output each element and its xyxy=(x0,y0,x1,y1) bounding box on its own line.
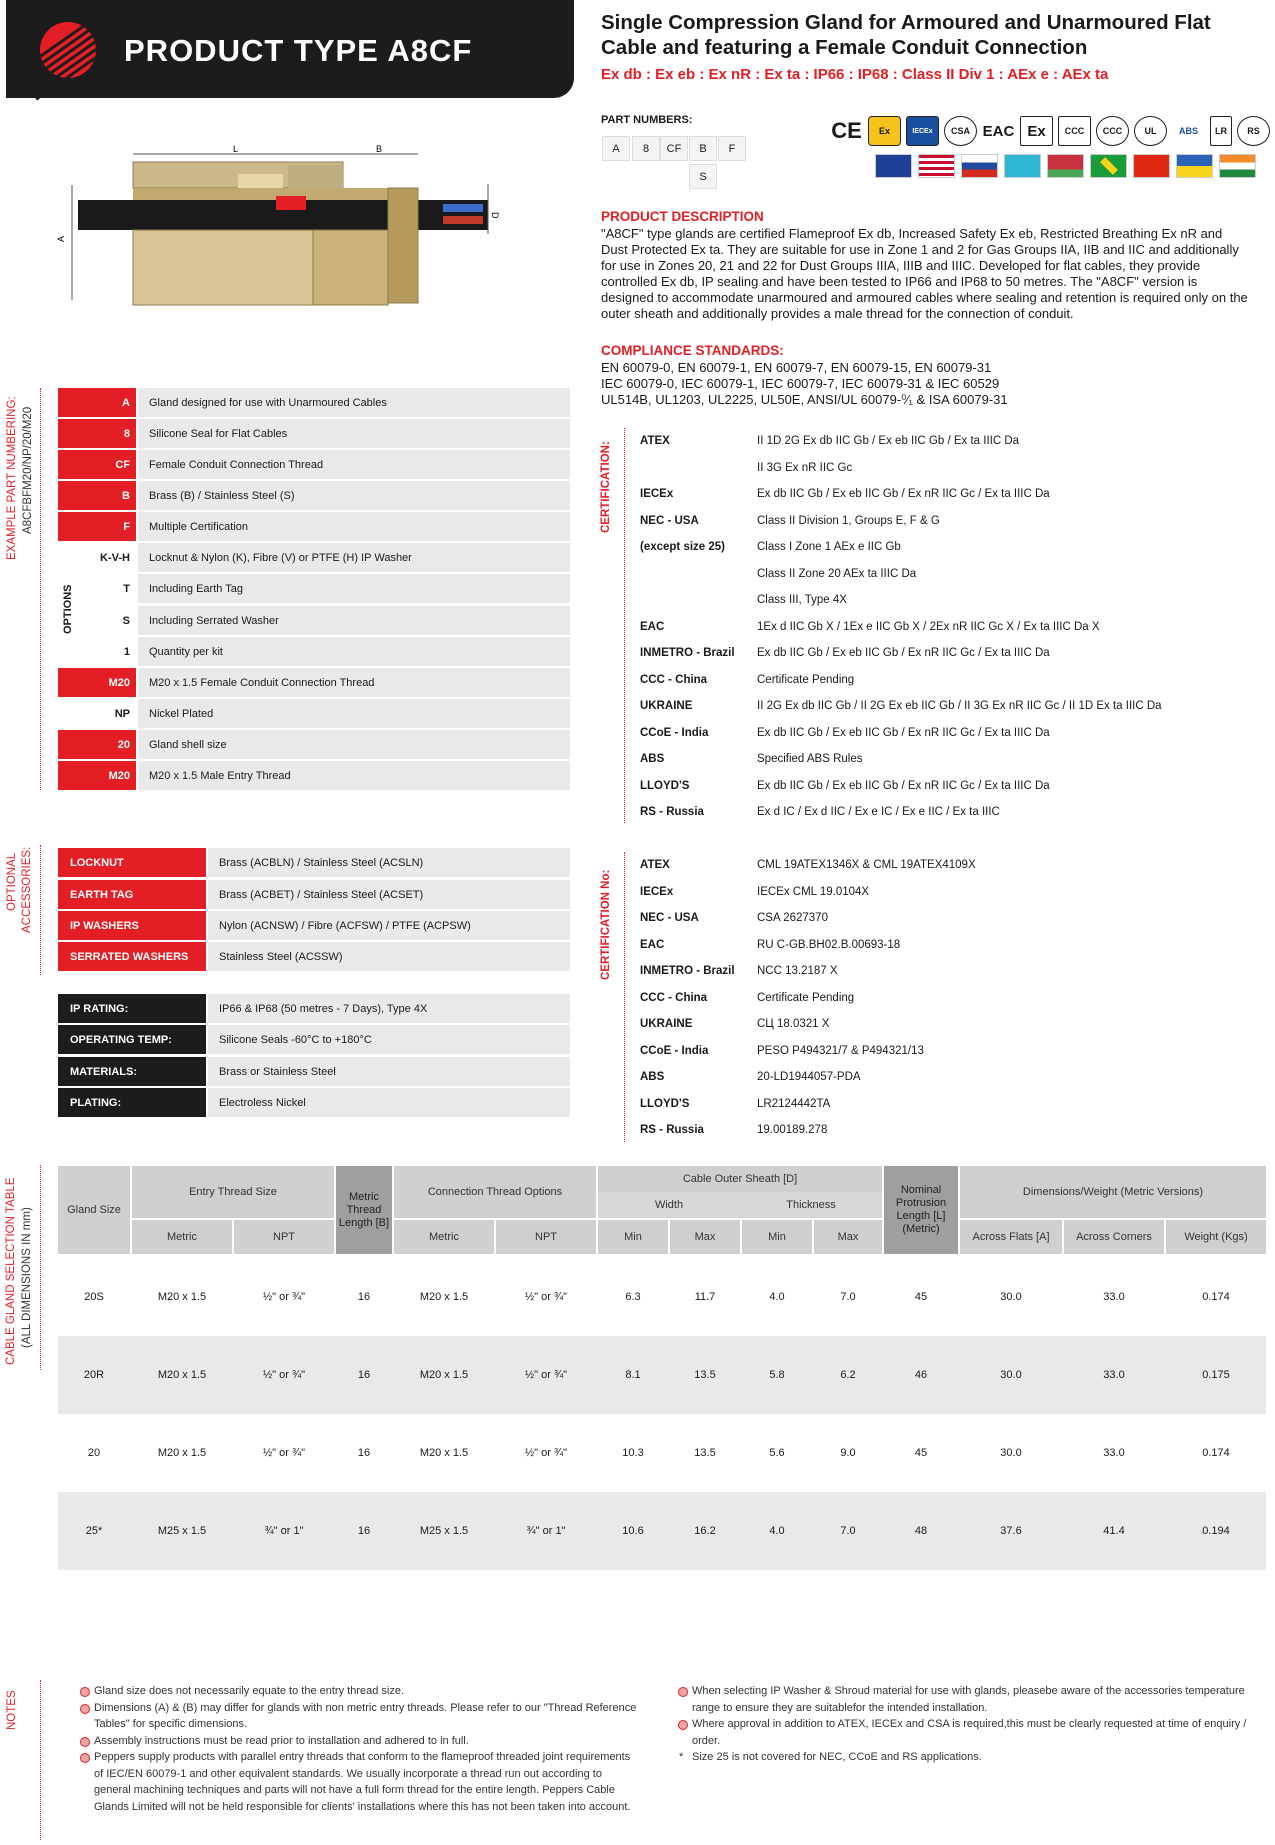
part-code-box: B xyxy=(689,136,717,161)
table-cell: M20 x 1.5 xyxy=(419,1369,469,1381)
inmetro-ex-mark-icon: Ex xyxy=(1020,116,1053,146)
table-cell: 10.6 xyxy=(622,1525,644,1537)
cert-number: IECEx CML 19.0104X xyxy=(757,885,870,898)
col-header: Cable Outer Sheath [D] xyxy=(598,1166,882,1192)
gland-drawing xyxy=(58,140,518,315)
accessory-name: EARTH TAG xyxy=(58,880,206,909)
spec-value: IP66 & IP68 (50 metres - 7 Days), Type 4X xyxy=(208,994,570,1023)
note-item: Dimensions (A) & (B) may differ for glands with non metric entry threads. Please refer to our "Thread Reference Tables" for specific dimensions. xyxy=(78,1700,638,1733)
brazil-flag-icon xyxy=(1090,154,1127,178)
table-cell: 6.3 xyxy=(625,1291,641,1303)
part-numbering-example: A8CFBFM20/NP/20/M20 xyxy=(22,406,34,534)
divider xyxy=(624,428,625,823)
table-cell: 16 xyxy=(357,1525,371,1537)
cert-number: 19.00189.278 xyxy=(757,1124,828,1136)
table-cell: 4.0 xyxy=(769,1525,785,1537)
part-option-code: B xyxy=(58,481,136,510)
accessory-row xyxy=(58,942,570,971)
accessories-label: ACCESSORIES: xyxy=(21,846,33,933)
part-option-desc: Locknut & Nylon (K), Fibre (V) or PTFE (H) IP Washer xyxy=(138,543,570,572)
divider xyxy=(40,1165,41,1370)
cert-authority: RS - Russia xyxy=(640,1124,704,1136)
cert-authority: CCC - China xyxy=(640,991,708,1004)
divider xyxy=(40,388,41,790)
part-option-row xyxy=(58,388,570,417)
col-header: Width xyxy=(598,1192,740,1218)
cert-number: CML 19ATEX1346X & CML 19ATEX4109X xyxy=(757,859,976,871)
cert-scheme: Certificate Pending xyxy=(757,673,855,686)
table-cell: ½" or ¾" xyxy=(524,1291,568,1303)
accessory-row xyxy=(58,880,570,909)
col-header: Min xyxy=(742,1220,812,1254)
part-option-row xyxy=(58,481,570,510)
accessory-name: LOCKNUT xyxy=(58,848,206,877)
cert-scheme: II 1D 2G Ex db IIC Gb / Ex eb IIC Gb / Ex ta IIIC Da xyxy=(757,435,1020,447)
part-option-desc: Multiple Certification xyxy=(138,512,570,541)
page-title: PRODUCT TYPE A8CF xyxy=(124,33,473,68)
cert-authority: UKRAINE xyxy=(640,700,693,712)
compliance-heading: COMPLIANCE STANDARDS: xyxy=(601,343,784,358)
note-item: Gland size does not necessarily equate to the entry thread size. xyxy=(78,1683,638,1700)
eu-flag-icon xyxy=(875,154,912,178)
table-cell: M20 x 1.5 xyxy=(157,1291,207,1303)
cert-authority: CCoE - India xyxy=(640,726,709,739)
col-header: Connection Thread Options xyxy=(394,1166,596,1218)
part-option-code: T xyxy=(123,582,130,595)
part-code-box: F xyxy=(718,136,746,161)
col-header: Metric xyxy=(132,1220,232,1254)
cert-authority: (except size 25) xyxy=(640,541,726,553)
col-header: Gland Size xyxy=(58,1166,130,1254)
col-header: Weight (Kgs) xyxy=(1166,1220,1266,1254)
table-cell: ½" or ¾" xyxy=(262,1369,306,1381)
spec-name: PLATING: xyxy=(58,1088,206,1117)
spec-name: MATERIALS: xyxy=(58,1057,206,1086)
dim-a-label: A xyxy=(56,235,66,242)
china-flag-icon xyxy=(1133,154,1170,178)
part-option-code: K-V-H xyxy=(100,551,130,564)
part-option-row xyxy=(58,419,570,448)
dim-d-label: D xyxy=(490,212,500,219)
cert-authority: ATEX xyxy=(640,435,670,447)
country-flags xyxy=(875,154,1256,178)
divider xyxy=(40,845,41,975)
note-item: Where approval in addition to ATEX, IECEx and CSA is required,this must be clearly requested at time of enquiry / order. xyxy=(676,1716,1251,1749)
spec-name: OPERATING TEMP: xyxy=(58,1025,206,1054)
col-header: Max xyxy=(670,1220,740,1254)
part-option-desc: Brass (B) / Stainless Steel (S) xyxy=(138,481,570,510)
col-header: Across Corners xyxy=(1064,1220,1164,1254)
table-cell: 30.0 xyxy=(1000,1291,1022,1303)
cert-scheme: Class III, Type 4X xyxy=(757,594,847,606)
table-cell: ½" or ¾" xyxy=(524,1369,568,1381)
part-option-desc: Nickel Plated xyxy=(138,699,570,728)
note-item: When selecting IP Washer & Shroud material for use with glands, pleasebe aware of the accessories temperature range to ensure they are suitablefor the intended installation. xyxy=(676,1683,1251,1716)
table-cell: 8.1 xyxy=(625,1369,641,1381)
cert-authority: CCoE - India xyxy=(640,1044,709,1057)
table-cell: 30.0 xyxy=(1000,1369,1022,1381)
table-cell: 16 xyxy=(357,1447,371,1459)
col-header: Across Flats [A] xyxy=(960,1220,1062,1254)
table-cell: ¾" or 1" xyxy=(264,1525,304,1537)
part-code-box: S xyxy=(689,164,717,189)
table-row xyxy=(58,1258,1266,1336)
abs-mark-icon: ABS xyxy=(1178,126,1198,136)
part-option-desc: Female Conduit Connection Thread xyxy=(138,450,570,479)
accessory-desc: Nylon (ACNSW) / Fibre (ACFSW) / PTFE (ACPSW) xyxy=(208,911,570,940)
part-option-code: NP xyxy=(114,707,130,720)
table-cell: ¾" or 1" xyxy=(526,1525,566,1537)
cert-scheme: Ex db IIC Gb / Ex eb IIC Gb / Ex nR IIC Gc / Ex ta IIIC Da xyxy=(757,726,1050,739)
cert-scheme: Ex db IIC Gb / Ex eb IIC Gb / Ex nR IIC Gc / Ex ta IIIC Da xyxy=(757,647,1050,659)
compliance-line: UL514B, UL1203, UL2225, UL50E, ANSI/UL 60079-⁰⁄₁ & ISA 60079-31 xyxy=(601,392,1008,407)
spec-row xyxy=(58,1088,570,1117)
cert-scheme: II 3G Ex nR IIC Gc xyxy=(757,461,853,474)
compliance-line: EN 60079-0, EN 60079-1, EN 60079-7, EN 60079-15, EN 60079-31 xyxy=(601,360,992,375)
table-cell: 20S xyxy=(84,1291,104,1303)
description-heading: PRODUCT DESCRIPTION xyxy=(601,209,764,224)
table-cell: 10.3 xyxy=(622,1447,644,1459)
iecex-mark-icon: IECEx xyxy=(906,116,939,146)
table-cell: 13.5 xyxy=(694,1447,716,1459)
cert-authority: IECEx xyxy=(640,488,674,500)
cert-authority: EAC xyxy=(640,620,665,633)
note-item: Assembly instructions must be read prior to installation and adhered to in full. xyxy=(78,1733,638,1750)
ul-mark-icon: UL xyxy=(1134,116,1167,146)
cert-scheme: Ex d IC / Ex d IIC / Ex e IC / Ex e IIC / Ex ta IIIC xyxy=(757,806,1000,818)
notes-label: NOTES xyxy=(6,1690,18,1730)
cert-scheme: Specified ABS Rules xyxy=(757,753,863,765)
cert-scheme: Class II Division 1, Groups E, F & G xyxy=(757,514,940,527)
certification-label: CERTIFICATION: xyxy=(600,441,612,533)
table-cell: 0.175 xyxy=(1202,1369,1230,1381)
spec-row xyxy=(58,994,570,1023)
accessory-name: IP WASHERS xyxy=(58,911,206,940)
table-cell: 33.0 xyxy=(1103,1369,1125,1381)
table-cell: 46 xyxy=(914,1369,928,1381)
table-cell: M20 x 1.5 xyxy=(157,1447,207,1459)
notes-left xyxy=(78,1683,638,1815)
table-cell: 25* xyxy=(85,1525,103,1537)
table-cell: ½" or ¾" xyxy=(524,1447,568,1459)
cert-authority: ABS xyxy=(640,753,665,765)
cert-authority: IECEx xyxy=(640,885,674,898)
table-cell: 0.194 xyxy=(1202,1525,1230,1537)
table-cell: ½" or ¾" xyxy=(262,1291,306,1303)
accessory-desc: Brass (ACBET) / Stainless Steel (ACSET) xyxy=(208,880,570,909)
table-row xyxy=(58,1336,1266,1414)
csa-mark-icon: CSA xyxy=(944,116,977,146)
india-flag-icon xyxy=(1219,154,1256,178)
spec-value: Silicone Seals -60°C to +180°C xyxy=(208,1025,570,1054)
table-cell: ½" or ¾" xyxy=(262,1447,306,1459)
cert-authority: NEC - USA xyxy=(640,912,699,924)
part-code-box: 8 xyxy=(632,136,660,161)
part-option-row xyxy=(58,543,570,572)
spec-value: Brass or Stainless Steel xyxy=(208,1057,570,1086)
ukraine-flag-icon xyxy=(1176,154,1213,178)
part-option-code: CF xyxy=(58,450,136,479)
table-cell: 16.2 xyxy=(694,1525,716,1537)
part-option-code: 1 xyxy=(123,645,130,658)
table-cell: 5.6 xyxy=(769,1447,785,1459)
header-bar xyxy=(6,0,574,98)
accessory-desc: Brass (ACBLN) / Stainless Steel (ACSLN) xyxy=(208,848,570,877)
col-header: Max xyxy=(814,1220,882,1254)
accessory-row xyxy=(58,911,570,940)
part-option-desc: Gland designed for use with Unarmoured Cables xyxy=(138,388,570,417)
us-flag-icon xyxy=(918,154,955,178)
note-item: * Size 25 is not covered for NEC, CCoE and RS applications. xyxy=(676,1749,1251,1766)
col-header: Metric Thread Length [B] xyxy=(336,1166,392,1254)
cert-authority: INMETRO - Brazil xyxy=(640,965,735,977)
cert-number: CSA 2627370 xyxy=(757,912,828,924)
options-label: OPTIONS xyxy=(62,584,74,634)
table-cell: 16 xyxy=(357,1369,371,1381)
accessory-row xyxy=(58,848,570,877)
selection-table-label: CABLE GLAND SELECTION TABLE xyxy=(5,1177,17,1365)
cert-number: NCC 13.2187 X xyxy=(757,965,838,977)
table-cell: 30.0 xyxy=(1000,1447,1022,1459)
spec-row xyxy=(58,1025,570,1054)
part-option-row xyxy=(58,637,570,666)
table-cell: 48 xyxy=(914,1525,928,1537)
table-cell: 9.0 xyxy=(840,1447,856,1459)
table-cell: 6.2 xyxy=(840,1369,856,1381)
table-cell: 7.0 xyxy=(840,1291,856,1303)
part-code-box: A xyxy=(602,136,630,161)
cert-authority: ATEX xyxy=(640,859,670,871)
part-option-desc: M20 x 1.5 Female Conduit Connection Thread xyxy=(138,668,570,697)
part-option-code: A xyxy=(58,388,136,417)
part-numbering-label: EXAMPLE PART NUMBERING: xyxy=(6,396,18,560)
ukraine-mark-icon: CCC xyxy=(1058,116,1091,146)
part-option-row xyxy=(58,699,570,728)
lloyds-mark-icon: LR xyxy=(1210,116,1232,146)
eac-mark-icon: EAC xyxy=(982,122,1015,140)
table-cell: 11.7 xyxy=(694,1291,716,1303)
divider xyxy=(624,852,625,1142)
table-cell: 13.5 xyxy=(694,1369,716,1381)
notes-right xyxy=(676,1683,1251,1766)
dim-b-label: B xyxy=(376,144,383,154)
part-option-row xyxy=(58,606,570,635)
part-option-code: 8 xyxy=(58,419,136,448)
table-cell: 0.174 xyxy=(1202,1291,1230,1303)
table-cell: 33.0 xyxy=(1103,1291,1125,1303)
accessories-label: OPTIONAL xyxy=(6,852,18,911)
cert-authority: EAC xyxy=(640,938,665,951)
cert-scheme: 1Ex d IIC Gb X / 1Ex e IIC Gb X / 2Ex nR IIC Gc X / Ex ta IIIC Da X xyxy=(757,620,1100,633)
part-numbers-label: PART NUMBERS: xyxy=(601,114,693,126)
product-title: Single Compression Gland for Armoured and Unarmoured Flat Cable and featuring a Female Conduit Connection xyxy=(601,11,1211,59)
table-cell: 16 xyxy=(357,1291,371,1303)
cert-authority: LLOYD'S xyxy=(640,1097,690,1110)
cert-number: PESO P494321/7 & P494321/13 xyxy=(757,1044,924,1057)
description-text: "A8CF" type glands are certified Flameproof Ex db, Increased Safety Ex eb, Restricted Breathing Ex nR and Dust Protected Ex ta. They are suitable for use in Zone 1 and 2 for Gas Groups IIA, IIB and IIC and additionally for use in Zones 20, 21 and 22 for Dust Groups IIIA, IIIB and IIIC. Developed for flat cables, they provide controlled Ex db, IP sealing and have been tested to IP66 and IP68 to 50 metres. The "A8CF" version is designed to accommodate unarmoured and armoured cables where sealing and retention is required only on the outer sheath and additionally provides a male thread for the connection of conduit. xyxy=(601,226,1248,321)
col-header: Entry Thread Size xyxy=(132,1166,334,1218)
cert-authority: RS - Russia xyxy=(640,806,704,818)
cert-number: RU C-GB.BH02.B.00693-18 xyxy=(757,938,901,951)
cert-number: 20-LD1944057-PDA xyxy=(757,1071,861,1083)
accessory-desc: Stainless Steel (ACSSW) xyxy=(208,942,570,971)
col-header: Nominal Protrusion Length [L] (Metric) xyxy=(884,1166,958,1254)
ce-mark-icon: CE xyxy=(831,118,862,143)
cert-authority: ABS xyxy=(640,1071,665,1083)
part-option-row xyxy=(58,574,570,603)
table-cell: 20R xyxy=(83,1369,105,1381)
table-cell: 0.174 xyxy=(1202,1447,1230,1459)
table-cell: 41.4 xyxy=(1103,1525,1125,1537)
table-cell: M20 x 1.5 xyxy=(419,1291,469,1303)
col-header: Min xyxy=(598,1220,668,1254)
col-header: Metric xyxy=(394,1220,494,1254)
part-option-row xyxy=(58,761,570,790)
part-option-code: M20 xyxy=(58,761,136,790)
spec-row xyxy=(58,1057,570,1086)
cert-scheme: Ex db IIC Gb / Ex eb IIC Gb / Ex nR IIC Gc / Ex ta IIIC Da xyxy=(757,488,1050,500)
part-option-desc: Quantity per kit xyxy=(138,637,570,666)
atex-mark-icon: Ex xyxy=(868,116,901,146)
part-option-code: 20 xyxy=(58,730,136,759)
table-cell: 33.0 xyxy=(1103,1447,1125,1459)
kazakhstan-flag-icon xyxy=(1004,154,1041,178)
cert-scheme: II 2G Ex db IIC Gb / II 2G Ex eb IIC Gb / II 3G Ex nR IIC Gc / II 1D Ex ta IIIC Da xyxy=(757,700,1162,712)
cert-number: LR2124442TA xyxy=(757,1097,831,1110)
part-option-desc: Including Serrated Washer xyxy=(138,606,570,635)
cert-authority: NEC - USA xyxy=(640,514,699,527)
table-row xyxy=(58,1414,1266,1492)
col-header: NPT xyxy=(234,1220,334,1254)
table-cell: 37.6 xyxy=(1000,1525,1022,1537)
part-option-row xyxy=(58,512,570,541)
table-cell: 4.0 xyxy=(769,1291,785,1303)
part-option-desc: Including Earth Tag xyxy=(138,574,570,603)
russia-flag-icon xyxy=(961,154,998,178)
table-cell: M20 x 1.5 xyxy=(419,1447,469,1459)
part-option-row xyxy=(58,450,570,479)
selection-table-units: (ALL DIMENSIONS IN mm) xyxy=(21,1207,33,1348)
cert-authority: CCC - China xyxy=(640,673,708,686)
brand-logo-icon xyxy=(40,22,96,78)
cert-authority: UKRAINE xyxy=(640,1018,693,1030)
table-cell: 45 xyxy=(914,1291,928,1303)
table-cell: 45 xyxy=(914,1447,928,1459)
cert-authority: INMETRO - Brazil xyxy=(640,647,735,659)
cert-scheme: Class I Zone 1 AEx e IIC Gb xyxy=(757,541,901,553)
cert-authority: LLOYD'S xyxy=(640,779,690,792)
col-header: Thickness xyxy=(740,1192,882,1218)
part-option-desc: M20 x 1.5 Male Entry Thread xyxy=(138,761,570,790)
dim-l-label: L xyxy=(233,144,239,154)
cert-scheme: Ex db IIC Gb / Ex eb IIC Gb / Ex nR IIC Gc / Ex ta IIIC Da xyxy=(757,779,1050,792)
cert-number: Certificate Pending xyxy=(757,991,855,1004)
part-option-row xyxy=(58,668,570,697)
part-option-code: S xyxy=(122,614,130,627)
cert-number: СЦ 18.0321 X xyxy=(757,1018,830,1030)
cert-scheme: Class II Zone 20 AEx ta IIIC Da xyxy=(757,567,917,580)
divider xyxy=(40,1680,41,1840)
table-row xyxy=(58,1492,1266,1570)
table-cell: M25 x 1.5 xyxy=(157,1525,207,1537)
table-cell: 7.0 xyxy=(840,1525,856,1537)
rs-mark-icon: RS xyxy=(1237,116,1270,146)
belarus-flag-icon xyxy=(1047,154,1084,178)
spec-value: Electroless Nickel xyxy=(208,1088,570,1117)
part-option-row xyxy=(58,730,570,759)
accessory-name: SERRATED WASHERS xyxy=(58,942,206,971)
col-header: NPT xyxy=(496,1220,596,1254)
col-header: Dimensions/Weight (Metric Versions) xyxy=(960,1166,1266,1218)
part-option-desc: Gland shell size xyxy=(138,730,570,759)
note-item: Peppers supply products with parallel entry threads that conform to the flameproof threaded joint requirements of IEC/EN 60079-1 and other equivalent standards. We usually incorporate a thread run out according to general machining techniques and parts will not have a full form thread for the entire length. Peppers Cable Glands Limited will not be held responsible for clients' installations where this has not been taken into account. xyxy=(78,1749,638,1815)
part-option-code: F xyxy=(58,512,136,541)
part-option-desc: Silicone Seal for Flat Cables xyxy=(138,419,570,448)
table-cell: 5.8 xyxy=(769,1369,785,1381)
part-option-code: M20 xyxy=(58,668,136,697)
table-cell: 20 xyxy=(87,1447,101,1459)
certification-no-label: CERTIFICATION No: xyxy=(600,869,612,980)
certification-marks xyxy=(830,116,1270,146)
table-cell: M25 x 1.5 xyxy=(419,1525,469,1537)
compliance-line: IEC 60079-0, IEC 60079-1, IEC 60079-7, IEC 60079-31 & IEC 60529 xyxy=(601,376,1000,391)
ccc-mark-icon: CCC xyxy=(1096,116,1129,146)
protection-concepts: Ex db : Ex eb : Ex nR : Ex ta : IP66 : IP68 : Class II Div 1 : AEx e : AEx ta xyxy=(601,66,1109,83)
spec-name: IP RATING: xyxy=(58,994,206,1023)
table-cell: M20 x 1.5 xyxy=(157,1369,207,1381)
part-code-box: CF xyxy=(660,136,688,161)
